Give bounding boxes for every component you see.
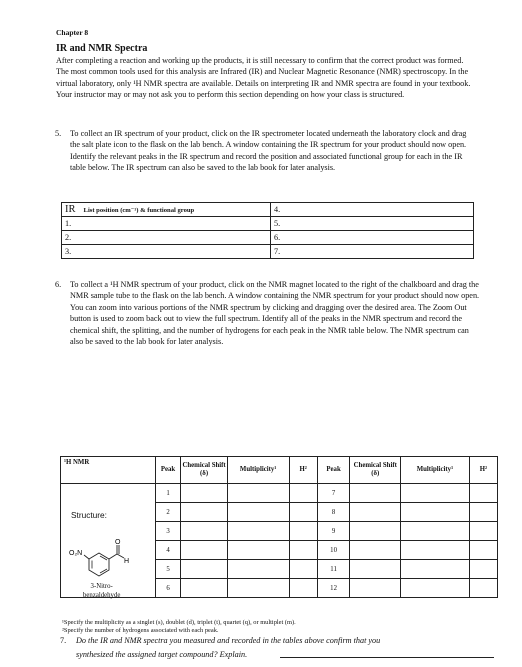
- question-7-text-continued: synthesized the assigned target compound? Explain.: [76, 650, 248, 659]
- nmr-entry-cell[interactable]: [469, 522, 497, 541]
- nmr-entry-cell[interactable]: [350, 484, 401, 503]
- nmr-peak-number: 2: [155, 503, 181, 522]
- nmr-entry-cell[interactable]: [289, 560, 317, 579]
- nmr-entry-cell[interactable]: [181, 579, 227, 598]
- nmr-entry-cell[interactable]: [469, 560, 497, 579]
- structure-cell: [61, 484, 156, 598]
- ir-row-right[interactable]: 7.: [271, 245, 474, 259]
- nmr-entry-cell[interactable]: [401, 484, 470, 503]
- nmr-peak-number: 3: [155, 522, 181, 541]
- ir-table-title: IR: [65, 204, 76, 215]
- nmr-header-shift: Chemical Shift (δ): [350, 457, 401, 484]
- nmr-entry-cell[interactable]: [181, 484, 227, 503]
- nmr-entry-cell[interactable]: [227, 541, 289, 560]
- nmr-header-multiplicity: Multiplicity¹: [227, 457, 289, 484]
- ir-table: [61, 202, 474, 259]
- intro-paragraph: After completing a reaction and working up the products, it is still necessary to confirm that the correct product was formed. The most common tools used for this analysis are Infrared (IR) and Nuclear Magnetic Resonance (NMR) spectroscopy. In the virtual laboratory, only ¹H NMR spectra are available. Details on interpreting IR and NMR spectra are found in your textbook. Your instructor may or may not ask you to perform this section depending on how your class is structured.: [56, 56, 471, 100]
- nitro-group-label: O₂N: [69, 550, 83, 557]
- compound-name: 3-Nitro- benzaldehyde: [83, 583, 121, 599]
- nmr-entry-cell[interactable]: [350, 579, 401, 598]
- structure-label: Structure:: [71, 510, 107, 520]
- nmr-peak-number: 1: [155, 484, 181, 503]
- nmr-entry-cell[interactable]: [227, 560, 289, 579]
- footnote-hydrogens: ²Specify the number of hydrogens associated with each peak.: [62, 627, 219, 634]
- ir-table-header-label: List position (cm⁻¹) & functional group: [83, 207, 195, 214]
- nmr-peak-number: 6: [155, 579, 181, 598]
- nmr-table-title: ¹H NMR: [61, 457, 156, 484]
- nmr-entry-cell[interactable]: [401, 503, 470, 522]
- nmr-entry-cell[interactable]: [181, 503, 227, 522]
- nmr-entry-cell[interactable]: [289, 484, 317, 503]
- nmr-entry-cell[interactable]: [469, 503, 497, 522]
- nmr-entry-cell[interactable]: [227, 579, 289, 598]
- nmr-header-multiplicity: Multiplicity¹: [401, 457, 470, 484]
- nmr-peak-number: 8: [317, 503, 350, 522]
- nmr-peak-number: 12: [317, 579, 350, 598]
- nmr-peak-number: 7: [317, 484, 350, 503]
- nmr-header-h: H²: [289, 457, 317, 484]
- nmr-peak-number: 4: [155, 541, 181, 560]
- answer-line[interactable]: [280, 657, 494, 658]
- nmr-entry-cell[interactable]: [469, 579, 497, 598]
- question-7-text: Do the IR and NMR spectra you measured and recorded in the tables above confirm that you: [76, 636, 381, 645]
- question-6-text: To collect a ¹H NMR spectrum of your product, click on the NMR magnet located to the right of the chalkboard and drag the NMR sample tube to the flask on the lab bench. A window containing the NMR spectrum for your product should now open. You can zoom into various portions of the NMR spectrum by clicking and dragging over the desired area. The Zoom Out button is used to zoom back out to view the full spectrum. Identify all of the peaks in the NMR spectrum and record the chemical shift, the splitting, and the number of hydrogens for each peak in the NMR table below. The NMR spectrum can also be saved to the lab book for later analysis.: [70, 280, 480, 347]
- nmr-entry-cell[interactable]: [227, 522, 289, 541]
- nmr-entry-cell[interactable]: [401, 541, 470, 560]
- section-title: IR and NMR Spectra: [56, 43, 148, 54]
- nmr-peak-number: 5: [155, 560, 181, 579]
- nmr-entry-cell[interactable]: [227, 484, 289, 503]
- nitrobenzaldehyde-structure-icon: [69, 539, 137, 579]
- question-5-text: To collect an IR spectrum of your product, click on the IR spectrometer located underneath the laboratory clock and drag the salt plate icon to the flask on the lab bench. A window containing the IR spectrum for your product should now open. Identify the relevant peaks in the IR spectrum and record the position and associated functional group for each in the IR table below. The IR spectrum can also be saved to the lab book for later analysis.: [70, 129, 467, 173]
- nmr-entry-cell[interactable]: [350, 522, 401, 541]
- nmr-entry-cell[interactable]: [289, 579, 317, 598]
- nmr-entry-cell[interactable]: [181, 541, 227, 560]
- nmr-entry-cell[interactable]: [469, 484, 497, 503]
- ir-row-left[interactable]: 3.: [62, 245, 271, 259]
- chapter-label: Chapter 8: [56, 28, 89, 37]
- footnote-multiplicity: ¹Specify the multiplicity as a singlet (s), doublet (d), triplet (t), quartet (q), or multiplet (m).: [62, 619, 296, 626]
- nmr-header-peak: Peak: [317, 457, 350, 484]
- ir-row-right[interactable]: 4.: [271, 203, 474, 217]
- ir-row-right[interactable]: 5.: [271, 217, 474, 231]
- ir-row-left[interactable]: 1.: [62, 217, 271, 231]
- nmr-entry-cell[interactable]: [401, 579, 470, 598]
- nmr-entry-cell[interactable]: [181, 560, 227, 579]
- nmr-entry-cell[interactable]: [350, 503, 401, 522]
- nmr-entry-cell[interactable]: [289, 541, 317, 560]
- nmr-header-peak: Peak: [155, 457, 181, 484]
- ir-table-header: [62, 203, 271, 217]
- nmr-entry-cell[interactable]: [350, 560, 401, 579]
- question-6-number: 6.: [55, 280, 62, 289]
- question-7-number: 7.: [60, 636, 67, 645]
- ir-row-right[interactable]: 6.: [271, 231, 474, 245]
- nmr-entry-cell[interactable]: [401, 522, 470, 541]
- nmr-entry-cell[interactable]: [350, 541, 401, 560]
- oxygen-label: O: [115, 539, 121, 546]
- nmr-entry-cell[interactable]: [401, 560, 470, 579]
- footnotes: [62, 619, 296, 635]
- nmr-entry-cell[interactable]: [469, 541, 497, 560]
- nmr-entry-cell[interactable]: [289, 503, 317, 522]
- nmr-entry-cell[interactable]: [227, 503, 289, 522]
- nmr-table: [60, 456, 498, 598]
- nmr-peak-number: 9: [317, 522, 350, 541]
- question-5-number: 5.: [55, 129, 62, 138]
- nmr-header-h: H²: [469, 457, 497, 484]
- hydrogen-label: H: [124, 558, 130, 565]
- nmr-entry-cell[interactable]: [289, 522, 317, 541]
- nmr-header-shift: Chemical Shift (δ): [181, 457, 227, 484]
- nmr-peak-number: 11: [317, 560, 350, 579]
- nmr-entry-cell[interactable]: [181, 522, 227, 541]
- nmr-peak-number: 10: [317, 541, 350, 560]
- ir-row-left[interactable]: 2.: [62, 231, 271, 245]
